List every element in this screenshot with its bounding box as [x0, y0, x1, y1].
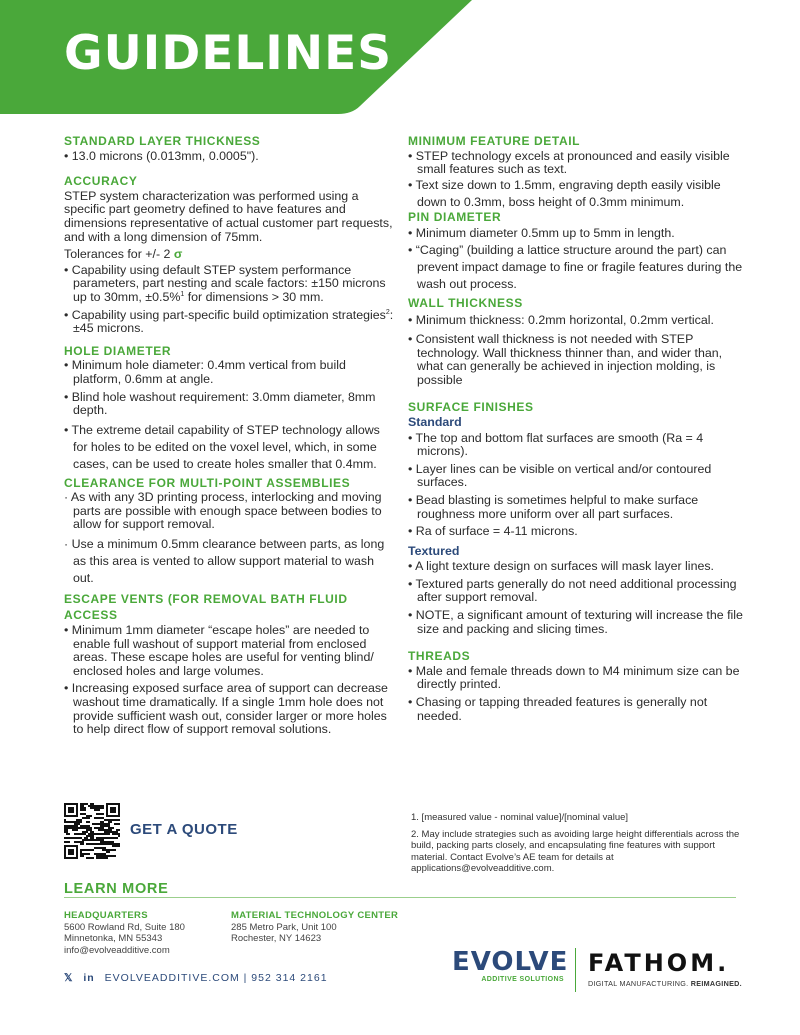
surface-standard-2: • Layer lines can be visible on vertical and/or contoured surfaces.	[408, 461, 712, 490]
qr-code-graphic	[64, 803, 120, 859]
pin-bullet-2: • “Caging” (building a lattice structure around the part) can prevent impact damage to fine or fragile features during the wash out process.	[408, 243, 743, 292]
mtc-line-1: 285 Metro Park, Unit 100	[231, 921, 337, 933]
accuracy-text: STEP system characterization was performed using a specific part geometry defined to have features and dimensions representative of actual customer part requests, and with a long dimension of 75mm.	[64, 188, 393, 244]
tolerances-prefix: Tolerances for +/- 2	[64, 247, 171, 262]
evolve-tagline: ADDITIVE SOLUTIONS	[481, 976, 564, 983]
surface-standard-label: Standard	[408, 414, 462, 429]
wall-bullet-2: • Consistent wall thickness is not needed with STEP technology. Wall thickness thinner than, and wider than, what can generally be achieved in injection molding, is possible	[408, 331, 723, 387]
vents-heading: ESCAPE VENTS (FOR REMOVAL BATH FLUID ACCESS	[64, 592, 348, 623]
right-column	[408, 135, 743, 727]
x-icon[interactable]: 𝕏	[64, 972, 74, 984]
wall-bullet-1: • Minimum thickness: 0.2mm horizontal, 0.2mm vertical.	[408, 312, 714, 327]
feature-bullet-1: • STEP technology excels at pronounced and easily visible small features such as text.	[408, 148, 730, 177]
headquarters-address	[64, 910, 185, 956]
website-phone[interactable]: EVOLVEADDITIVE.COM | 952 314 2161	[104, 972, 328, 984]
accuracy-heading: ACCURACY	[64, 174, 138, 189]
vents-bullet-2: • Increasing exposed surface area of support can decrease washout time dramatically. If a single 1mm hole does not provide sufficient wash out, consider larger or more holes to help direct flow of support removal solutions.	[64, 681, 388, 737]
surface-textured-3: • NOTE, a significant amount of texturing will increase the file size and packing and slicing times.	[408, 608, 743, 636]
tolerances-heading	[64, 248, 396, 262]
footnote-2: 2. May include strategies such as avoiding large height differentials across the build, packing parts closely, and encapsulating fine features with support material. Contact Evolve’s AE team for details at applications@evolveadditive.com.	[411, 828, 740, 874]
surface-standard-1: • The top and bottom flat surfaces are smooth (Ra = 4 microns).	[408, 430, 704, 459]
feature-bullet-2: • Text size down to 1.5mm, engraving depth easily visible down to 0.3mm, boss height of 0.3mm minimum.	[408, 177, 721, 209]
surface-textured-label: Textured	[408, 543, 460, 558]
feature-heading: MINIMUM FEATURE DETAIL	[408, 134, 581, 148]
evolve-wordmark: EVOLVE	[452, 947, 569, 977]
pin-bullet-1: • Minimum diameter 0.5mm up to 5mm in length.	[408, 226, 675, 241]
threads-bullet-2: • Chasing or tapping threaded features is generally not needed.	[408, 695, 708, 723]
clearance-bullet-1: · As with any 3D printing process, interlocking and moving parts are possible with enough space between bodies to allow for support removal.	[64, 490, 382, 532]
learn-more-heading: LEARN MORE	[64, 881, 169, 897]
header-banner	[0, 0, 800, 118]
layer-heading: STANDARD LAYER THICKNESS	[64, 134, 261, 148]
tolerance-bullet-1: • Capability using default STEP system performance parameters, part nesting and scale factors: ±150 microns up to 30mm, ±0.5%$^1$ for dimensions > 30 mm.	[64, 262, 386, 304]
hq-line-1: 5600 Rowland Rd, Suite 180	[64, 921, 185, 933]
fathom-logo	[588, 950, 748, 990]
footnotes	[411, 812, 741, 880]
surface-standard-4: • Ra of surface = 4-11 microns.	[408, 524, 578, 539]
headquarters-heading: HEADQUARTERS	[64, 910, 148, 921]
sigma-symbol: σ	[173, 247, 183, 262]
social-bar	[64, 972, 328, 984]
fathom-tagline: DIGITAL MANUFACTURING. REIMAGINED.	[588, 979, 742, 988]
evolve-logo	[452, 947, 569, 988]
qr-code-icon[interactable]	[64, 803, 120, 859]
clearance-heading: CLEARANCE FOR MULTI-POINT ASSEMBLIES	[64, 475, 351, 490]
vents-bullet-1: • Minimum 1mm diameter “escape holes” are needed to enable full washout of support material from enclosed areas. These escape holes are useful for venting blind/ enclosed holes and large volumes.	[64, 623, 374, 678]
clearance-bullet-2: · Use a minimum 0.5mm clearance between parts, as long as this area is vented to allow support material to wash out.	[64, 537, 385, 586]
divider	[64, 897, 736, 898]
mtc-address	[231, 910, 398, 945]
logo-separator	[575, 948, 576, 992]
hole-bullet-1: • Minimum hole diameter: 0.4mm vertical from build platform, 0.6mm at angle.	[64, 358, 346, 386]
tolerance-bullet-2: • Capability using part-specific build optimization strategies$^2$: ±45 microns.	[64, 307, 394, 336]
surface-standard-3: • Bead blasting is sometimes helpful to make surface roughness more uniform over all part surfaces.	[408, 492, 699, 521]
pin-heading: PIN DIAMETER	[408, 209, 502, 224]
threads-heading: THREADS	[408, 649, 471, 664]
mtc-heading: MATERIAL TECHNOLOGY CENTER	[231, 910, 399, 921]
fathom-wordmark: FATHOM.	[588, 949, 730, 977]
get-a-quote-link[interactable]: GET A QUOTE	[130, 821, 238, 838]
page-title: GUIDELINES	[64, 26, 393, 81]
surface-textured-2: • Textured parts generally do not need additional processing after support removal.	[408, 576, 737, 605]
threads-bullet-1: • Male and female threads down to M4 minimum size can be directly printed.	[408, 663, 740, 692]
hq-email[interactable]: info@evolveadditive.com	[64, 944, 170, 956]
surface-textured-1: • A light texture design on surfaces will mask layer lines.	[408, 559, 714, 574]
hole-bullet-2: • Blind hole washout requirement: 3.0mm diameter, 8mm depth.	[64, 389, 376, 418]
footnote-1: 1. [measured value - nominal value]/[nominal value]	[411, 812, 629, 823]
hq-line-2: Minnetonka, MN 55343	[64, 933, 163, 945]
hole-bullet-3: • The extreme detail capability of STEP technology allows for holes to be edited on the voxel level, which, in some cases, can be used to create holes smaller that 0.4mm.	[64, 422, 380, 471]
wall-heading: WALL THICKNESS	[408, 296, 523, 311]
linkedin-icon[interactable]: in	[83, 972, 95, 984]
layer-text: • 13.0 microns (0.013mm, 0.0005").	[64, 148, 259, 163]
hole-heading: HOLE DIAMETER	[64, 343, 172, 358]
left-column	[64, 135, 396, 741]
mtc-line-2: Rochester, NY 14623	[231, 933, 322, 945]
surface-heading: SURFACE FINISHES	[408, 400, 534, 415]
